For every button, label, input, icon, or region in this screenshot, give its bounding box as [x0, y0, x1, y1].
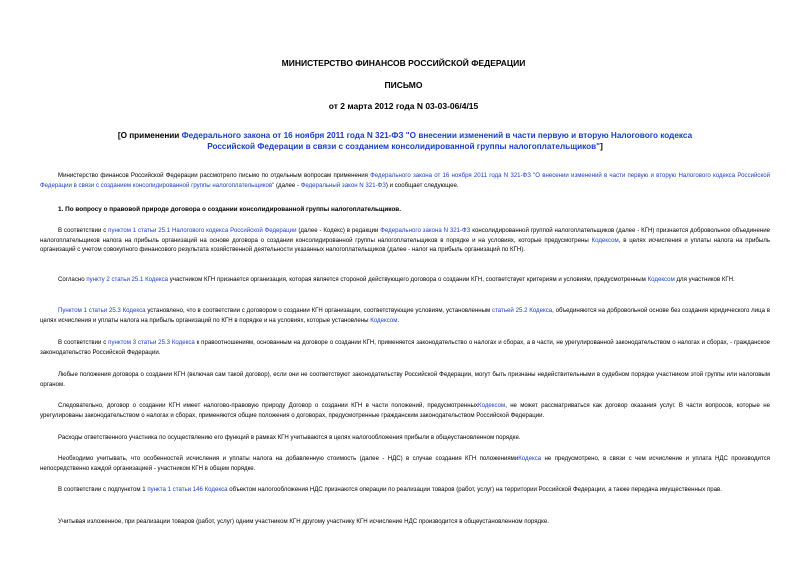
- p1-article-link[interactable]: пунктом 1 статьи 25.1 Налогового кодекса Российской Федерации: [108, 227, 297, 234]
- p3-text-3: .: [397, 316, 400, 324]
- paragraph-5: Любые положения договора о создании КГН (включая сам такой договор), если они не соответствуют законодательству Российской Федерации, могут быть признаны недействительными в судебном порядке участником этой группы или налоговым органом.: [40, 371, 770, 388]
- ministry-title: МИНИСТЕРСТВО ФИНАНСОВ РОССИЙСКОЙ ФЕДЕРАЦИИ: [281, 58, 526, 68]
- p8-text-2: не предусмотрено, в связи с чем исчисление и уплата НДС производится непосредственно каждой организацией - участником КГН в общем порядке.: [40, 455, 770, 472]
- subject-close: ]: [600, 142, 603, 151]
- p4-text-2: к правоотношениям, основанным на договоре о создании КГН, применяется законодательство о налогах и сборах, а в части, не урегулированной законодательством о налогах и сборах, - гражданское законодательство Российской Федерации.: [40, 339, 770, 356]
- p2-text-1: Согласно: [58, 276, 87, 283]
- p2-text-2: участником КГН признается организация, которая является стороной действующего договора о создании КГН, соответствует критериям и условиям, предусмотренным: [168, 276, 648, 283]
- p1-text-4: , в целях исчисления и уплаты налога на прибыль организаций с учетом совокупного финансового результата хозяйственной деятельности указанных налогоплательщиков (далее - налог на прибыль организаций по КГН).: [40, 236, 771, 254]
- paragraph-2: [40, 275, 770, 285]
- p1-law-link[interactable]: Федерального закона N 321-ФЗ: [380, 227, 471, 234]
- p9-text-1: В соответствии с подпунктом 1: [58, 486, 148, 493]
- p1-code-link[interactable]: Кодексом: [591, 236, 619, 244]
- document-date-number: от 2 марта 2012 года N 03-03-06/4/15: [328, 101, 479, 111]
- p3-text-2: , объединяются на добровольной основе без создания юридического лица в целях исчисления и уплаты налога на прибыль организаций по КГН в порядке и на условиях, которые установлены: [40, 307, 770, 324]
- p4-article-link[interactable]: пунктом 3 статьи 25.3 Кодекса: [108, 339, 195, 346]
- p8-code-link[interactable]: Кодекса: [518, 455, 542, 462]
- p1-text-2: (далее - Кодекс) в редакции: [296, 227, 381, 234]
- section-1-heading: 1. По вопросу о правовой природе договора о создании консолидированной группы налогоплательщиков.: [58, 206, 401, 213]
- paragraph-4: [40, 338, 770, 357]
- intro-text-1: Министерство финансов Российской Федерации рассмотрело письмо по отдельным вопросам применения: [58, 172, 371, 179]
- p3-article-link[interactable]: Пунктом 1 статьи 25.3 Кодекса: [58, 307, 146, 314]
- paragraph-7: Расходы ответственного участника по осуществлению его функций в рамках КГН учитываются в целях налогообложения прибыли в общеустановленном порядке.: [58, 434, 521, 441]
- p9-article-link[interactable]: пункта 1 статьи 146 Кодекса: [147, 486, 228, 493]
- p1-text-1: В соответствии с: [58, 227, 109, 234]
- intro-law-link[interactable]: Федерального закона от 16 ноября 2011 года N 321-ФЗ "О внесении изменений в части первую и вторую Налогового кодекса Российской Федерации в связи с созданием консолидированной группы налогоплательщиков": [40, 172, 771, 189]
- p2-code-link[interactable]: Кодексом: [647, 276, 675, 283]
- p6-text-1: Следовательно, договор о создании КГН имеет налогово-правовую природу Договор о создании КГН в части положений, предусмотренных: [58, 402, 479, 409]
- p8-text-1: Необходимо учитывать, что особенностей исчисления и уплаты налога на добавленную стоимость (далее - НДС) в случае создания КГН положениями: [58, 455, 519, 462]
- paragraph-8: [40, 454, 770, 473]
- subject-law-link[interactable]: Федерального закона от 16 ноября 2011 года N 321-ФЗ "О внесении изменений в части первую и вторую Налогового кодекса Российской Федерации в связи с созданием консолидированной группы налогоплательщиков": [181, 131, 693, 151]
- paragraph-3: [40, 306, 770, 325]
- document-type: ПИСЬМО: [384, 80, 423, 90]
- paragraph-10: Учитывая изложенное, при реализации товаров (работ, услуг) одним участником КГН другому участнику КГН исчисление НДС производится в общеустановленном порядке.: [58, 518, 549, 525]
- p3-text-1: установлено, что в соответствии с договором о создании КГН организации, соответствующие условиям, установленным: [145, 307, 493, 314]
- p4-text-1: В соответствии с: [58, 339, 109, 346]
- p9-text-2: объектом налогообложения НДС признаются операции по реализации товаров (работ, услуг) на территории Российской Федерации, а также передача имущественных прав.: [227, 486, 722, 493]
- paragraph-6: [40, 401, 770, 420]
- intro-text-3: ) и сообщает следующее.: [385, 181, 459, 189]
- document-subject: [100, 130, 710, 152]
- paragraph-1: [40, 226, 770, 255]
- p1-text-3: консолидированной группой налогоплательщиков (далее - КГН) признается добровольное объединение налогоплательщиков налога на прибыль организаций на основе договора о создании консолидированной группы налогоплательщиков в порядке и на условиях, которые предусмотрены: [40, 227, 771, 244]
- p2-text-3: для участников КГН.: [674, 276, 735, 283]
- intro-paragraph: [40, 171, 770, 190]
- subject-open: [О применении: [117, 131, 182, 140]
- p6-text-2: , не может рассматриваться как договор оказания услуг. В части вопросов, которые не урегулированы законодательством о налогах и сборах, применяются общие положения о договорах, предусмотренные гражданским законодательством Российской Федерации.: [40, 402, 770, 419]
- p6-code-link[interactable]: Кодексом: [478, 402, 506, 409]
- paragraph-9: [40, 485, 770, 495]
- p3-article-2-link[interactable]: статьей 25.2 Кодекса: [492, 307, 553, 314]
- intro-law-short-link[interactable]: Федеральный закон N 321-ФЗ: [300, 181, 386, 189]
- p2-article-link[interactable]: пункту 2 статьи 25.1 Кодекса: [86, 276, 169, 283]
- intro-text-2: (далее -: [274, 181, 301, 189]
- p3-code-link[interactable]: Кодексом: [370, 316, 398, 324]
